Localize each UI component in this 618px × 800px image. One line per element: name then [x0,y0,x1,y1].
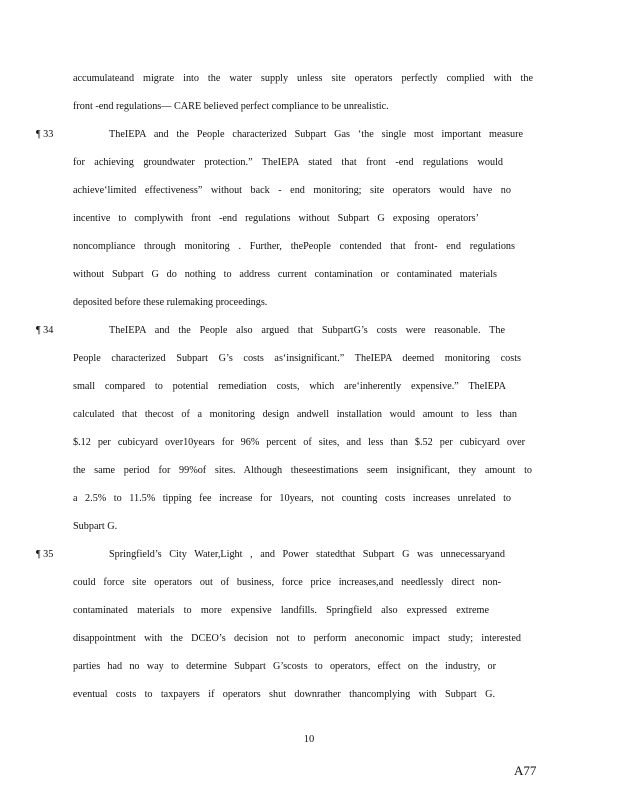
exhibit-label: A77 [514,763,537,778]
paragraph-number: ¶ 33 [36,129,54,140]
text-line: TheIEPA and the People characterized Subpart Gas ‘the single most important measure [109,129,523,140]
text-line: a 2.5% to 11.5% tipping fee increase for 10years, not counting costs increases unrelated to [73,493,511,504]
text-line: TheIEPA and the People also argued that SubpartG’s costs were reasonable. The [109,325,505,336]
text-line: noncompliance through monitoring . Further, thePeople contended that front- end regulations [73,241,515,252]
text-line: could force site operators out of business, force price increases,and needlessly direct non- [73,577,501,588]
text-line: Subpart G. [73,521,118,532]
text-line: Springfield’s City Water,Light , and Power statedthat Subpart G was unnecessaryand [109,549,505,560]
text-line: calculated that thecost of a monitoring design andwell installation would amount to less than [73,409,517,420]
text-line: People characterized Subpart G’s costs as‘insignificant.” TheIEPA deemed monitoring costs [73,353,521,364]
text-line: deposited before these rulemaking proceedings. [73,297,268,308]
text-line: achieve‘limited effectiveness” without back - end monitoring; site operators would have no [73,185,511,196]
text-line: accumulateand migrate into the water supply unless site operators perfectly complied with the [73,73,533,84]
text-line: parties had no way to determine Subpart G’scosts to operators, effect on the industry, or [73,661,496,672]
text-line: eventual costs to taxpayers if operators shut downrather thancomplying with Subpart G. [73,689,495,700]
text-line: contaminated materials to more expensive landfills. Springfield also expressed extreme [73,605,489,616]
page-number: 10 [303,734,315,745]
paragraph-number: ¶ 35 [36,549,54,560]
text-line: small compared to potential remediation costs, which are‘inherently expensive.” TheIEPA [73,381,506,392]
text-line: for achieving groundwater protection.” TheIEPA stated that front -end regulations would [73,157,503,168]
text-line: $.12 per cubicyard over10years for 96% percent of sites, and less than $.52 per cubicyard over [73,437,525,448]
text-line: the same period for 99%of sites. Although theseestimations seem insignificant, they amount to [73,465,532,476]
text-line: disappointment with the DCEO’s decision not to perform aneconomic impact study; interested [73,633,521,644]
text-line: without Subpart G do nothing to address current contamination or contaminated materials [73,269,497,280]
paragraph-number: ¶ 34 [36,325,54,336]
text-line: incentive to complywith front -end regulations without Subpart G exposing operators’ [73,213,479,224]
text-line: front -end regulations— CARE believed perfect compliance to be unrealistic. [73,101,389,112]
